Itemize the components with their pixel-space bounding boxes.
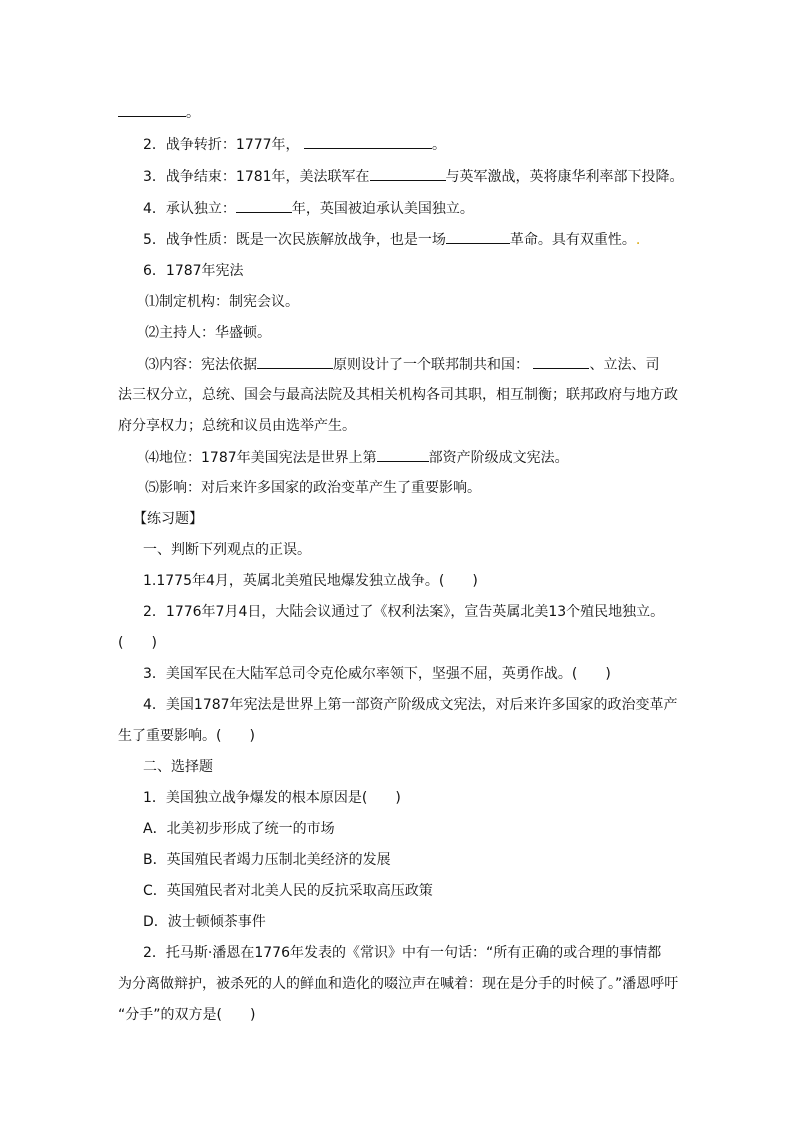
- blank: [377, 447, 429, 462]
- blank: [118, 102, 186, 117]
- blank: [257, 354, 333, 369]
- question-mc-2-cont: 为分离做辩护，被杀死的人的鲜血和造化的啜泣声在喊着：现在是分手的时候了。”潘恩呼吁: [118, 976, 679, 992]
- question-mc-1: 1．美国独立战争爆发的根本原因是( ): [143, 790, 401, 806]
- line-10: 法三权分立，总统、国会与最高法院及其相关机构各司其职，相互制衡；联邦政府与地方政: [118, 387, 678, 403]
- option-c: C．英国殖民者对北美人民的反抗采取高压政策: [143, 883, 433, 899]
- line-12: ⑷地位：1787年美国宪法是世界上第 部资产阶级成文宪法。: [145, 447, 569, 468]
- line-8: ⑵主持人：华盛顿。: [145, 325, 271, 341]
- line-7: ⑴制定机构：制宪会议。: [145, 294, 299, 310]
- section-multiple-choice: 二、选择题: [143, 759, 213, 775]
- option-b: B．英国殖民者竭力压制北美经济的发展: [143, 852, 391, 868]
- blank: [446, 229, 510, 244]
- question-tf-4: 4．美国1787年宪法是世界上第一部资产阶级成文宪法，对后来许多国家的政治变革产: [143, 697, 678, 713]
- line-4: 4．承认独立： 年，英国被迫承认美国独立。: [143, 198, 474, 219]
- question-tf-2-paren: ( ): [118, 635, 157, 651]
- blank: [236, 198, 292, 213]
- line-2: 2．战争转折：1777年， 。: [143, 134, 446, 155]
- blank: [304, 134, 432, 149]
- line-6: 6．1787年宪法: [143, 263, 244, 279]
- option-a: A．北美初步形成了统一的市场: [143, 821, 335, 837]
- question-mc-2: 2．托马斯·潘恩在1776年发表的《常识》中有一句话：“所有正确的或合理的事情都: [143, 945, 662, 961]
- section-true-false: 一、判断下列观点的正误。: [143, 542, 311, 558]
- question-tf-1: 1.1775年4月，英属北美殖民地爆发独立战争。( ): [143, 573, 478, 589]
- section-heading-exercises: 【练习题】: [133, 511, 203, 527]
- line-3: 3．战争结束：1781年，美法联军在 与英军激战，英将康华利率部下投降。: [143, 166, 684, 187]
- option-d: D．波士顿倾茶事件: [143, 914, 266, 930]
- blank: [370, 166, 446, 181]
- question-tf-4-cont: 生了重要影响。( ): [118, 728, 255, 744]
- line-9: ⑶内容：宪法依据 原则设计了一个联邦制共和国： 、立法、司: [145, 354, 659, 375]
- blank: [533, 354, 589, 369]
- question-tf-2: 2．1776年7月4日，大陆会议通过了《权利法案》，宣告英属北美13个殖民地独立。: [143, 604, 665, 620]
- line-13: ⑸影响：对后来许多国家的政治变革产生了重要影响。: [145, 480, 481, 496]
- line-11: 府分享权力；总统和议员由选举产生。: [118, 418, 356, 434]
- question-tf-3: 3．美国军民在大陆军总司令克伦威尔率领下，坚强不屈，英勇作战。( ): [143, 666, 611, 682]
- question-mc-2-end: “分手”的双方是( ): [118, 1007, 256, 1023]
- line-5: 5．战争性质：既是一次民族解放战争，也是一场 革命。具有双重性。.: [143, 229, 640, 250]
- line-1: 。: [118, 102, 200, 123]
